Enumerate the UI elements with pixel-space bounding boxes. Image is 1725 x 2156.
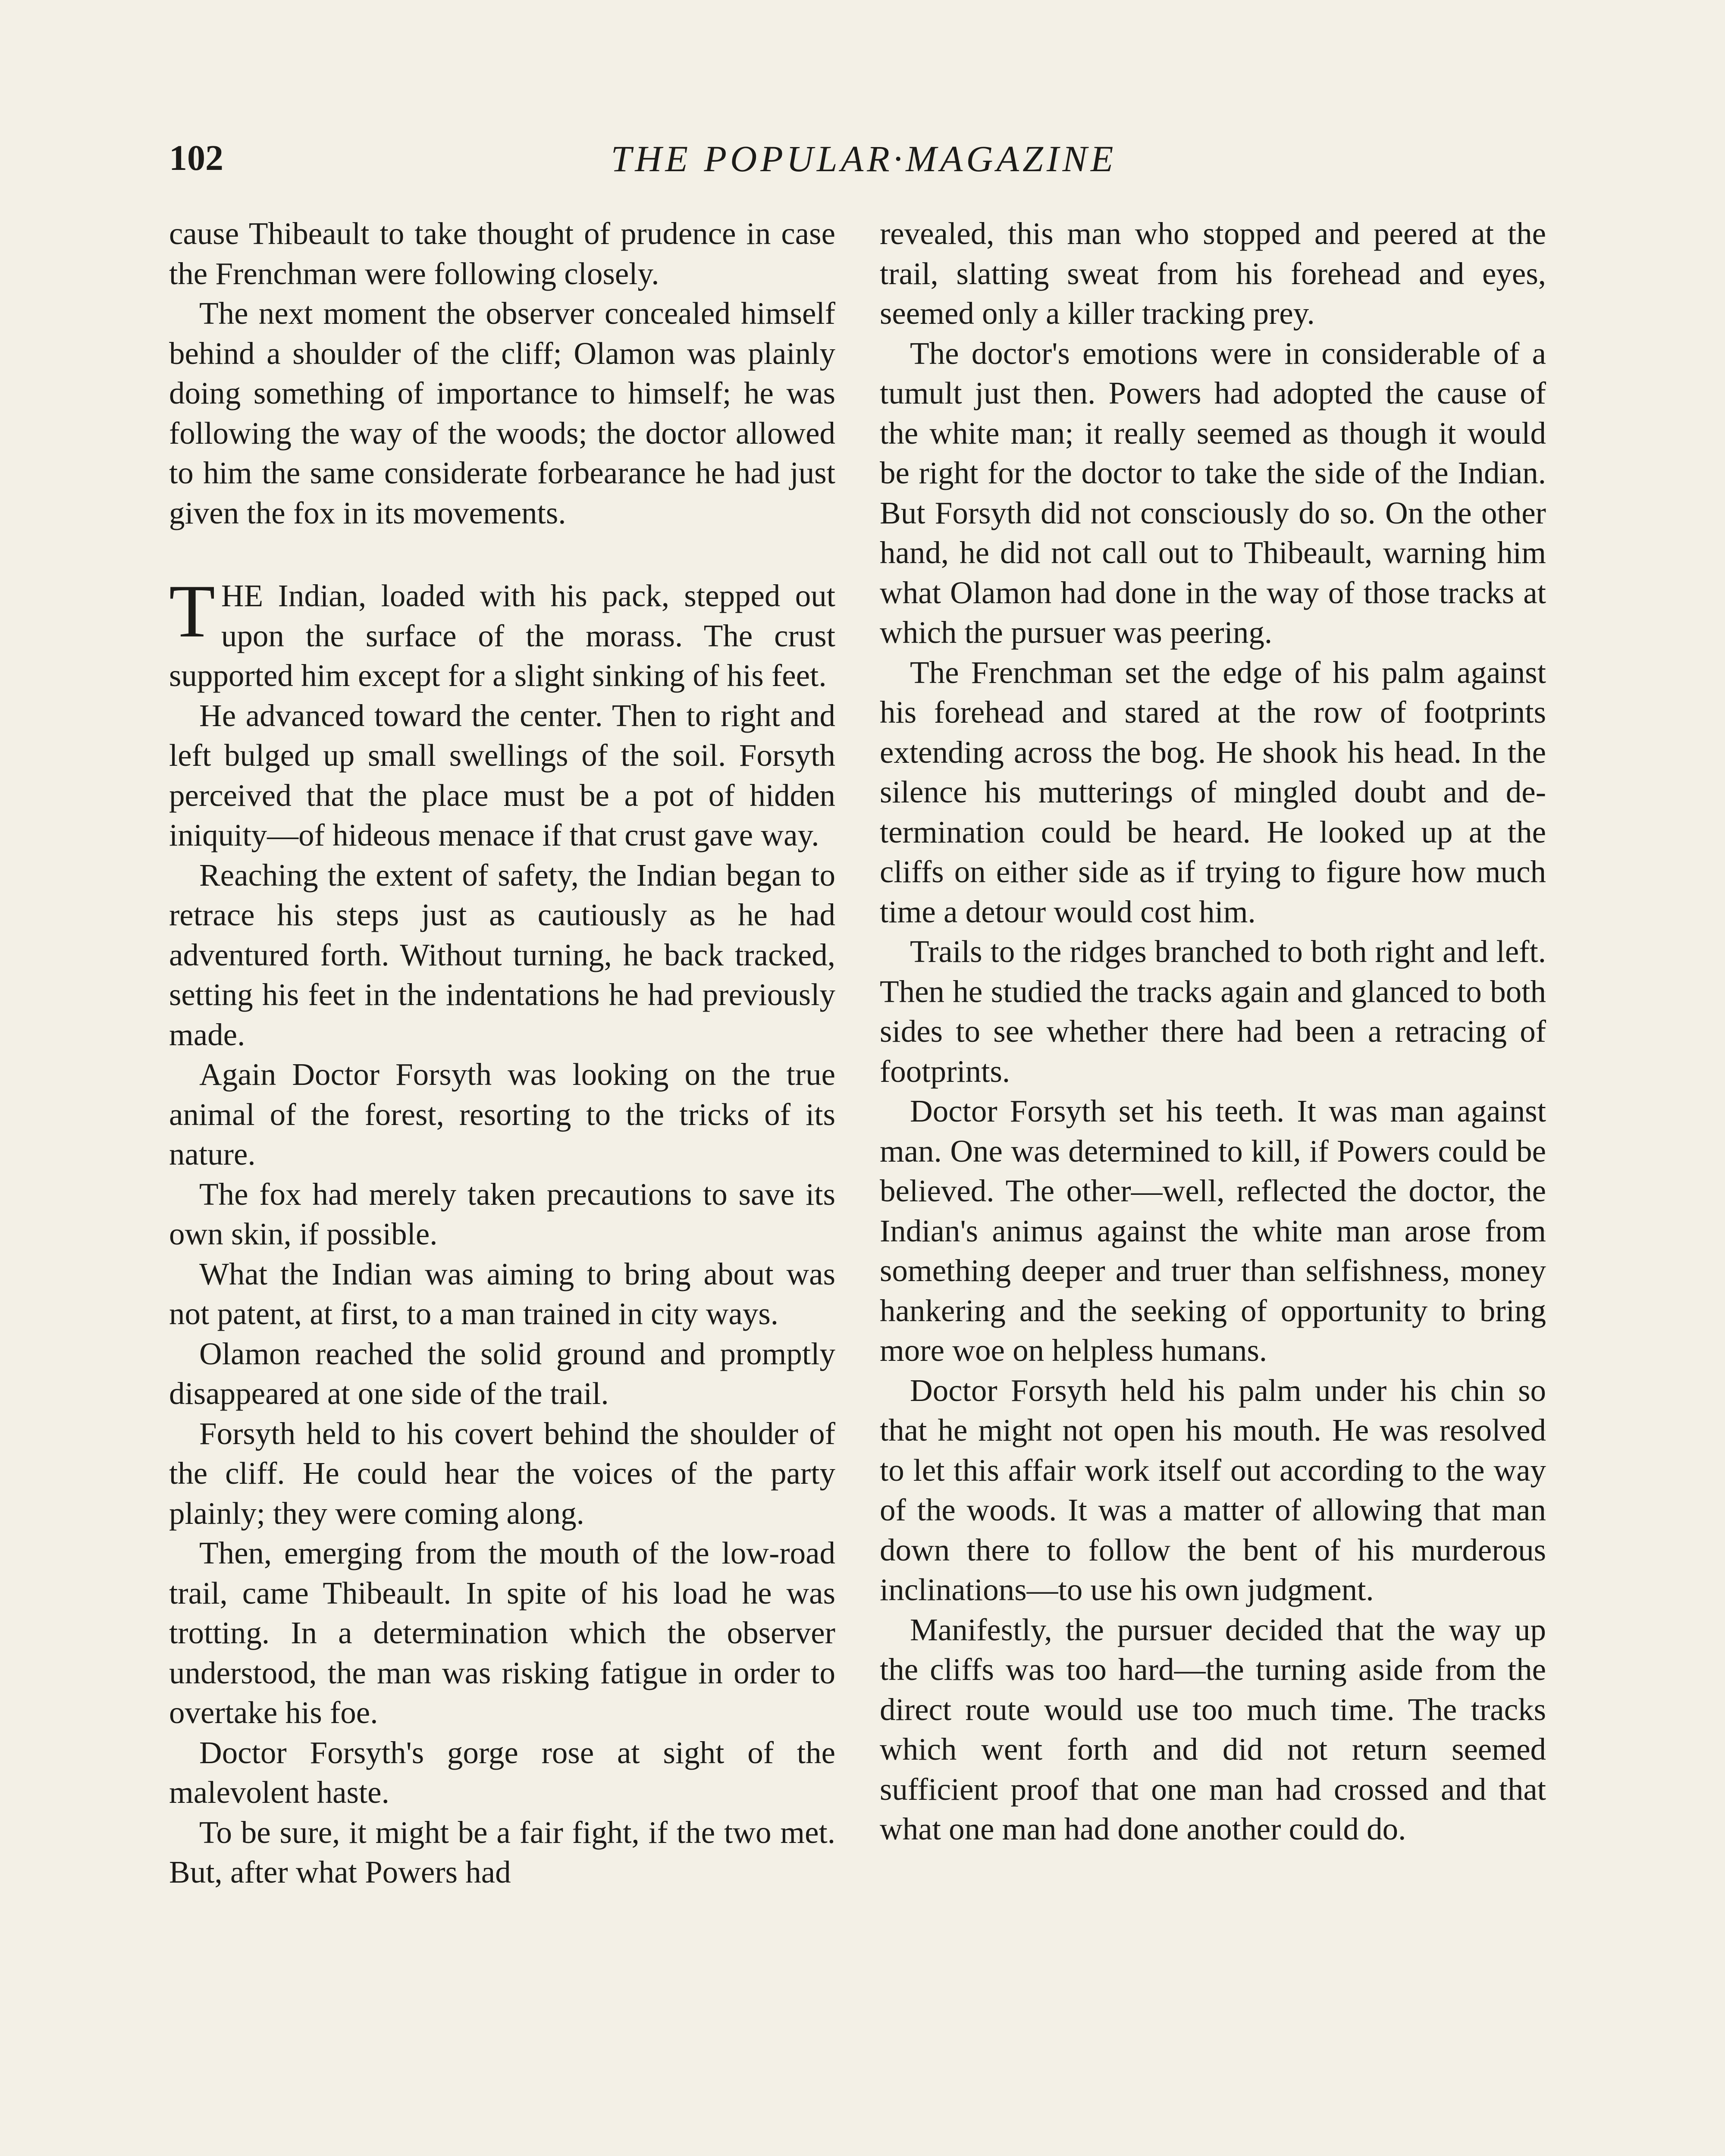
page-header — [169, 137, 1559, 193]
paragraph: He advanced toward the center. Then to right and left bulged up small swellings of the soil. Forsyth perceived that the place must be a pot of hidden iniquity—of hideous menace if that crust gave way. — [169, 698, 835, 852]
paragraph: The next moment the observer concealed himself behind a shoulder of the cliff; Olamon was plainly doing something of importance to himself; he was following the way of the woods; the doctor allowed to him the same considerate forbearance he had just given the fox in its movements. — [169, 296, 835, 530]
paragraph: Doctor Forsyth set his teeth. It was man against man. One was determined to kill, if Powers could be believed. The other—well, reflected the doctor, the Indian's animus against the white man arose from something deeper and truer than selfishness, money hankering and the seeking of opportunity to bring more woe on helpless humans. — [880, 1094, 1546, 1368]
running-head: THE POPULAR·MAGAZINE — [611, 138, 1117, 179]
paragraph: The Frenchman set the edge of his palm against his forehead and stared at the row of footprints extending across the bog. He shook his head. In the silence his mutterings of mingled doubt and determination could be heard. He looked up at the cliffs on either side as if trying to figure how much time a detour would cost him. — [880, 655, 1546, 929]
paragraph: The doctor's emotions were in considerable of a tumult just then. Powers had adopted the cause of the white man; it really seemed as though it would be right for the doctor to take the side of the Indian. But Forsyth did not consciously do so. On the other hand, he did not call out to Thibeault, warning him what Olamon had done in the way of those tracks at which the pursuer was peering. — [880, 335, 1546, 650]
paragraph-text: HE Indian, loaded with his pack, stepped out upon the surface of the morass. The crust supported him except for a slight sinking of his feet. — [169, 578, 835, 693]
section-opening-paragraph — [169, 569, 835, 696]
paragraph: revealed, this man who stopped and peered at the trail, slatting sweat from his forehead and eyes, seemed only a killer tracking prey. — [880, 216, 1546, 331]
right-column — [880, 214, 1546, 1849]
page-number: 102 — [169, 138, 223, 178]
paragraph: Doctor Forsyth held his palm under his chin so that he might not open his mouth. He was resolved to let this affair work itself out according to the way of the woods. It was a matter of allowing that man down there to follow the bent of his murderous inclinations—to use his own judgment. — [880, 1373, 1546, 1607]
paragraph: Reaching the extent of safety, the Indian began to retrace his steps just as cautiously as he had adventured forth. Without turning, he back tracked, setting his feet in the indentations he had previously made. — [169, 857, 835, 1052]
drop-cap: T — [169, 569, 215, 653]
paragraph: Manifestly, the pursuer decided that the way up the cliffs was too hard—the turning aside from the direct route would use too much time. The tracks which went forth and did not return seemed sufficient proof that one man had crossed and that what one man had done another could do. — [880, 1612, 1546, 1846]
paragraph: The fox had merely taken precautions to save its own skin, if possible. — [169, 1176, 835, 1251]
paragraph: To be sure, it might be a fair fight, if the two met. But, after what Powers had — [169, 1814, 835, 1890]
left-column — [169, 214, 835, 1893]
paragraph: Then, emerging from the mouth of the low-road trail, came Thibeault. In spite of his load he was trotting. In a determination which the observer understood, the man was risking fatigue in order to overtake his foe. — [169, 1536, 835, 1730]
paragraph: cause Thibeault to take thought of prudence in case the Frenchman were following closely. — [169, 216, 835, 291]
paragraph: Again Doctor Forsyth was looking on the true animal of the forest, resorting to the tricks of its nature. — [169, 1057, 835, 1172]
paragraph: What the Indian was aiming to bring about was not patent, at first, to a man trained in city ways. — [169, 1256, 835, 1331]
paragraph: Doctor Forsyth's gorge rose at sight of the malevolent haste. — [169, 1735, 835, 1810]
paragraph: Olamon reached the solid ground and promptly disappeared at one side of the trail. — [169, 1336, 835, 1411]
paragraph: Forsyth held to his covert behind the shoulder of the cliff. He could hear the voices of the party plainly; they were coming along. — [169, 1416, 835, 1531]
paragraph: Trails to the ridges branched to both right and left. Then he studied the tracks again and glanced to both sides to see whether there had been a retracing of footprints. — [880, 934, 1546, 1089]
